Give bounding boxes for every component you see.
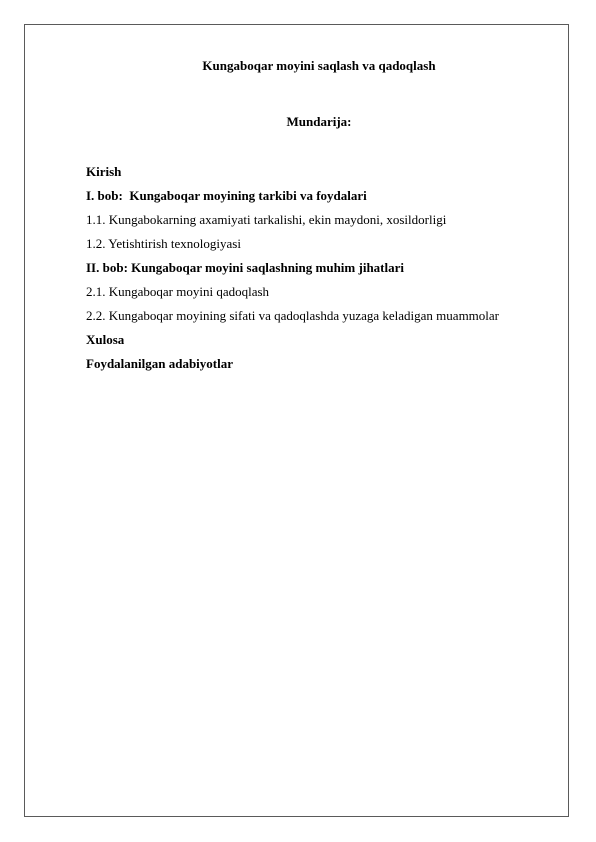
toc-item-section-1-1: 1.1. Kungabokarning axamiyati tarkalishi, ekin maydoni, xosildorligi bbox=[86, 212, 447, 227]
toc-item-section-1-2: 1.2. Yetishtirish texnologiyasi bbox=[86, 236, 241, 251]
toc-heading: Mundarija: bbox=[286, 114, 352, 129]
toc-item-intro: Kirish bbox=[86, 164, 122, 179]
toc-item-conclusion: Xulosa bbox=[86, 332, 125, 347]
document-title: Kungaboqar moyini saqlash va qadoqlash bbox=[202, 58, 436, 73]
page-border bbox=[24, 24, 569, 817]
toc-item-section-2-1: 2.1. Kungaboqar moyini qadoqlash bbox=[86, 284, 270, 299]
toc-item-chapter-2: II. bob: Kungaboqar moyini saqlashning muhim jihatlari bbox=[86, 260, 404, 275]
toc-item-section-2-2: 2.2. Kungaboqar moyining sifati va qadoqlashda yuzaga keladigan muammolar bbox=[86, 308, 499, 323]
toc-item-references: Foydalanilgan adabiyotlar bbox=[86, 356, 233, 371]
table-of-contents bbox=[86, 160, 556, 376]
toc-item-chapter-1: I. bob: Kungaboqar moyining tarkibi va foydalari bbox=[86, 188, 367, 203]
